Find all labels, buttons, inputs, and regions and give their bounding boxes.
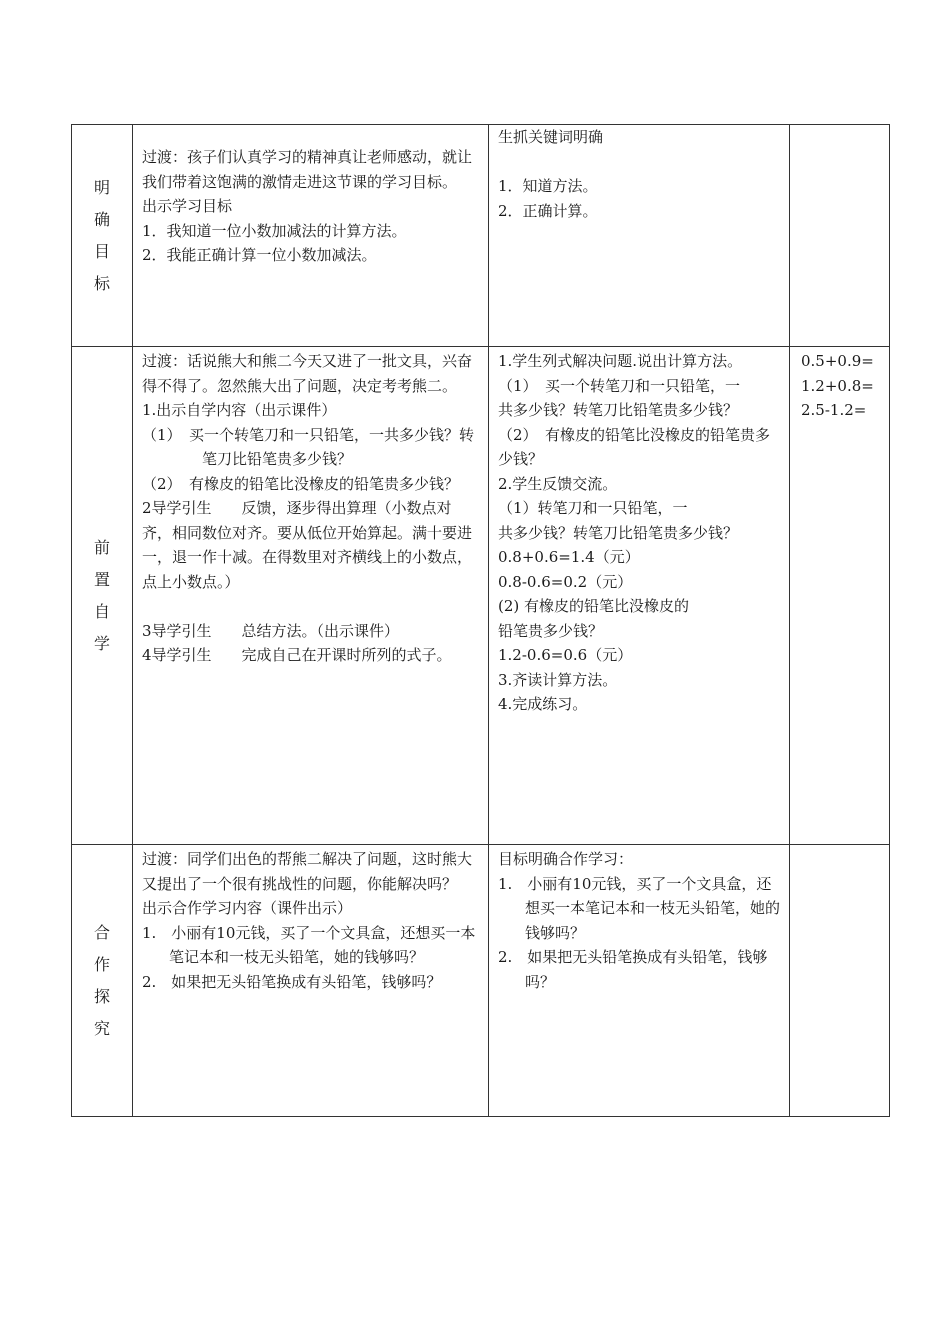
row-label-preview: 前 置 自 学 — [72, 347, 133, 845]
question-item: 2. 如果把无头铅笔换成有头铅笔，钱够吗？ — [498, 948, 768, 991]
text-line: 1.学生列式解决问题.说出计算方法。 — [498, 352, 743, 370]
equation: 0.8-0.6=0.2（元） — [498, 572, 633, 591]
text-line: 出示合作学习内容（课件出示） — [142, 899, 353, 917]
text-line: 共多少钱？转笔刀比铅笔贵多少钱？ — [498, 523, 739, 542]
text-line: 铅笔贵多少钱？ — [498, 621, 604, 640]
goal-item: 1．我知道一位小数加减法的计算方法。 — [142, 221, 407, 240]
question-item: 1. 小丽有10元钱，买了一个文具盒，还想买一本笔记本和一枝无头铅笔，她的钱够吗？ — [498, 874, 781, 942]
row-label-cooperation: 合 作 探 究 — [72, 845, 133, 1117]
question-item: 1. 小丽有10元钱，买了一个文具盒，还想买一本笔记本和一枝无头铅笔，她的钱够吗？ — [142, 923, 476, 966]
table-row-preview — [72, 347, 890, 845]
table-row-goals — [72, 125, 890, 347]
row-label-goals: 明 确 目 标 — [72, 125, 133, 347]
extra-cell — [790, 347, 890, 845]
student-activity-cell — [489, 845, 790, 1117]
transition-text: 过渡：同学们出色的帮熊二解决了问题，这时熊大又提出了一个很有挑战性的问题，你能解决吗？ — [142, 850, 473, 893]
question-item: 2. 如果把无头铅笔换成有头铅笔，钱够吗？ — [142, 972, 442, 991]
question-item: （1） 买一个转笔刀和一只铅笔，一共多少钱？转笔刀比铅笔贵多少钱？ — [142, 425, 475, 468]
teacher-activity-cell — [133, 845, 489, 1117]
equation: 1.2-0.6=0.6（元） — [498, 646, 633, 664]
text-line: 出示学习目标 — [142, 197, 233, 215]
exercise-item: 0.5+0.9= — [801, 352, 874, 370]
teacher-activity-cell — [133, 125, 489, 347]
text-line: (2) 有橡皮的铅笔比没橡皮的 — [498, 597, 690, 615]
text-line: 目标明确合作学习： — [498, 850, 634, 868]
transition-text: 过渡：孩子们认真学习的精神真让老师感动，就让我们带着这饱满的激情走进这节课的学习目标。 — [142, 148, 473, 191]
extra-cell — [790, 125, 890, 347]
transition-text: 过渡：话说熊大和熊二今天又进了一批文具，兴奋得不得了。忽然熊大出了问题，决定考考熊二。 — [142, 352, 473, 395]
teacher-activity-cell — [133, 347, 489, 845]
text-line: 生抓关键词明确 — [498, 128, 604, 146]
table-row-cooperation — [72, 845, 890, 1117]
exercise-item: 2.5-1.2= — [801, 401, 867, 419]
text-line: 3导学引生 总结方法。（出示课件） — [142, 621, 400, 640]
text-line: 1.出示自学内容（出示课件） — [142, 401, 337, 419]
text-line: 4导学引生 完成自己在开课时所列的式子。 — [142, 646, 452, 664]
text-line: 2导学引生 反馈，逐步得出算理（小数点对齐，相同数位对齐。要从低位开始算起。满十要进一，退一作十减。在得数里对齐横线上的小数点，点上小数点。） — [142, 499, 473, 591]
question-item: （2） 有橡皮的铅笔比没橡皮的铅笔贵多少钱？ — [142, 474, 460, 493]
lesson-plan-table — [71, 124, 890, 1117]
text-line: 3.齐读计算方法。 — [498, 670, 618, 689]
text-line: （1）转笔刀和一只铅笔，一 — [498, 499, 688, 517]
exercise-item: 1.2+0.8= — [801, 376, 874, 395]
extra-cell — [790, 845, 890, 1117]
equation: 0.8+0.6=1.4（元） — [498, 548, 640, 566]
student-activity-cell — [489, 347, 790, 845]
student-activity-cell — [489, 125, 790, 347]
text-line: 共多少钱？转笔刀比铅笔贵多少钱？ — [498, 401, 739, 419]
list-item: 2．正确计算。 — [498, 201, 598, 220]
text-line: （1） 买一个转笔刀和一只铅笔，一 — [498, 376, 741, 395]
list-item: 1．知道方法。 — [498, 177, 598, 195]
goal-item: 2．我能正确计算一位小数加减法。 — [142, 246, 377, 264]
text-line: （2） 有橡皮的铅笔比没橡皮的铅笔贵多少钱？ — [498, 425, 771, 468]
text-line: 4.完成练习。 — [498, 695, 588, 713]
text-line: 2.学生反馈交流。 — [498, 474, 618, 493]
